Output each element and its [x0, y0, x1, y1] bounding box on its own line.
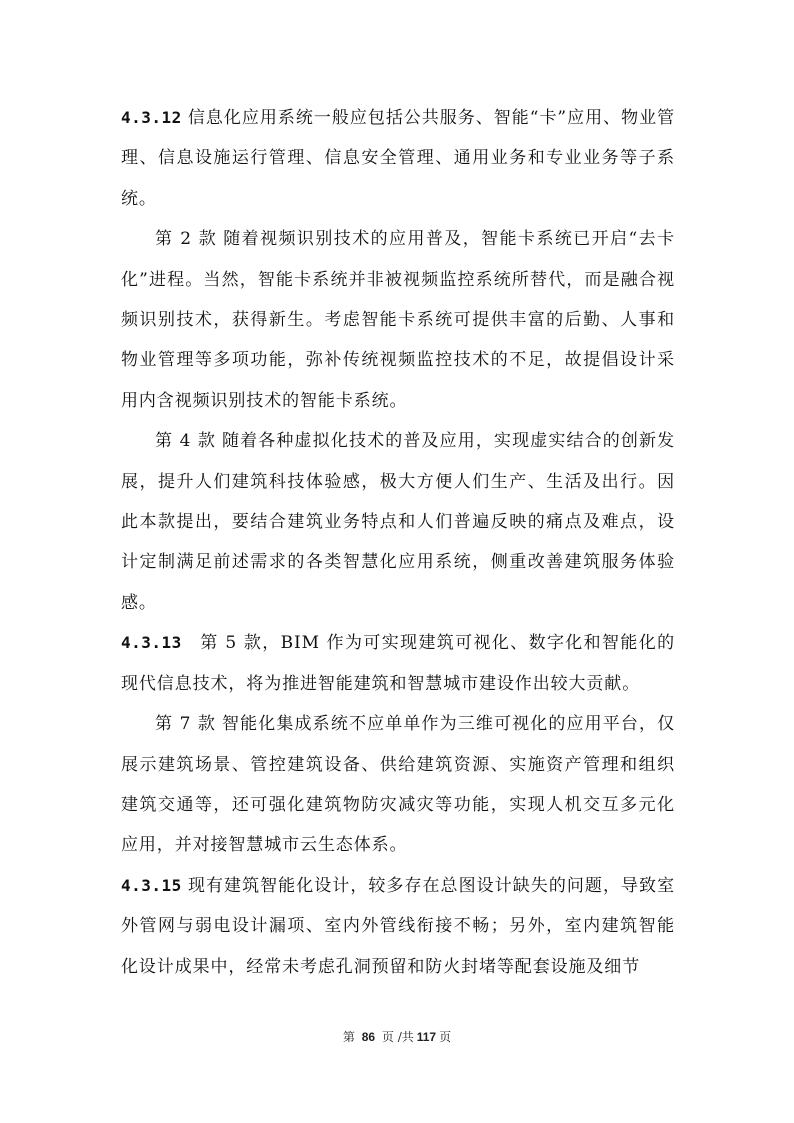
clause-text: 现有建筑智能化设计，较多存在总图设计缺失的问题，导致室外管网与弱电设计漏项、室内外管线衔接不畅；另外，室内建筑智能化设计成果中，经常未考虑孔洞预留和防火封堵等配套设施及细节	[121, 875, 675, 977]
clause-text: BIM 作为可实现建筑可视化、数字化和智能化的现代信息技术，将为推进智能建筑和智慧城市建设作出较大贡献。	[121, 633, 676, 694]
clause-text: 信息化应用系统一般应包括公共服务、智能“卡”应用、物业管理、信息设施运行管理、信息安全管理、通用业务和专业业务等子系统。	[121, 108, 675, 209]
clause-number: 4.3.15	[121, 875, 182, 895]
item-4-paragraph	[121, 421, 675, 623]
body-text	[121, 98, 675, 987]
footer-prefix: 第	[342, 1030, 355, 1044]
item-text: 随着视频识别技术的应用普及，智能卡系统已开启“去卡化”进程。当然，智能卡系统并非被视频监控系统所替代，而是融合视频识别技术，获得新生。考虑智能卡系统可提供丰富的后勤、人事和物业管理等多项功能，弥补传统视频监控技术的不足，故提倡设计采用内含视频识别技术的智能卡系统。	[121, 229, 675, 411]
total-pages-number: 117	[416, 1030, 437, 1044]
clause-number: 4.3.13	[121, 633, 182, 653]
item-2-paragraph	[121, 219, 675, 421]
item-text: 随着各种虚拟化技术的普及应用，实现虚实结合的创新发展，提升人们建筑科技体验感，极大方便人们生产、生活及出行。因此本款提出，要结合建筑业务特点和人们普遍反映的痛点及难点，设计定制满足前述需求的各类智慧化应用系统，侧重改善建筑服务体验感。	[121, 431, 676, 613]
footer-middle: 页 /共	[381, 1030, 414, 1044]
item-label: 第 4 款	[155, 431, 217, 452]
clause-4-3-13	[121, 623, 675, 704]
current-page-number: 86	[361, 1030, 376, 1044]
item-label: 第 5 款，	[199, 633, 281, 654]
item-7-paragraph	[121, 704, 675, 866]
footer-suffix: 页	[439, 1030, 452, 1044]
item-label: 第 2 款	[155, 229, 218, 250]
page-footer	[0, 1028, 794, 1045]
item-label: 第 7 款	[155, 714, 217, 735]
item-text: 智能化集成系统不应单单作为三维可视化的应用平台，仅展示建筑场景、管控建筑设备、供给建筑资源、实施资产管理和组织建筑交通等，还可强化建筑物防灾减灾等功能，实现人机交互多元化应用，并对接智慧城市云生态体系。	[121, 714, 676, 856]
clause-4-3-15	[121, 866, 675, 987]
clause-4-3-12	[121, 98, 675, 219]
clause-number: 4.3.12	[121, 108, 182, 127]
